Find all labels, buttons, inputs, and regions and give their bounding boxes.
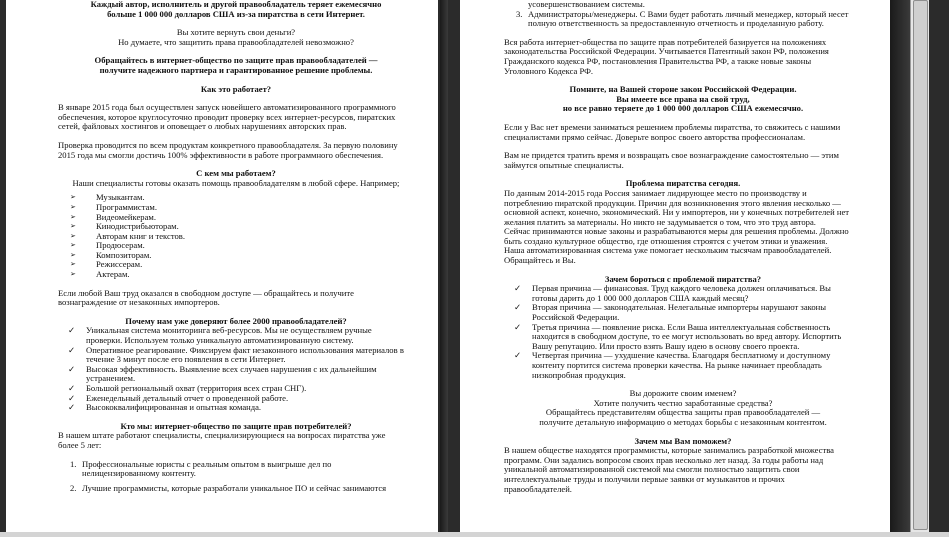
text-line: программ. Они задались вопросом своих прав несколько лет назад. За годы работы над xyxy=(504,454,824,465)
text-line: Вы дорожите своим именем? xyxy=(629,388,737,399)
list-item xyxy=(504,10,862,29)
text-line: низкопробная продукция. xyxy=(532,369,626,380)
text-line: усовершенствованием системы. xyxy=(528,0,645,9)
text-line: Вашу репутацию. Или просто взять Вашу идею в основу своего проекта. xyxy=(532,340,800,351)
text-line: В январе 2015 года был осуществлен запуск новейшего автоматизированного программного xyxy=(58,102,396,113)
whom-list xyxy=(58,193,414,279)
text-line: основной аспект, конечно, экономический. Ни у импортеров, ни у конечных потребителей нет xyxy=(504,207,850,218)
text-line: уникальной автоматизированной системой мы смогли полностью защитить свои xyxy=(504,464,800,475)
list-item xyxy=(504,351,862,380)
horizontal-scrollbar[interactable] xyxy=(0,532,949,537)
document-page-left xyxy=(6,0,438,532)
remember-line: Помните, на Вашей стороне закон Российской Федерации. xyxy=(569,84,797,95)
list-number: 1. xyxy=(70,458,77,469)
help-heading: Зачем мы Вам поможем? xyxy=(634,435,732,446)
list-item xyxy=(58,365,414,384)
checkmark-icon: ✓ xyxy=(68,325,76,336)
checkmark-icon: ✓ xyxy=(68,392,76,403)
text-line: В нашем обществе находятся программисты, которые занимались разработкой множества xyxy=(504,445,834,456)
list-number: 3. xyxy=(516,8,523,19)
document-page-right xyxy=(460,0,890,532)
text-line: законодательства Российской Федерации. Учитывается Патентный закон РФ, положения xyxy=(504,46,829,57)
text-line: вознаграждение от незаконных импортеров. xyxy=(58,297,220,308)
question-line: Вы хотите вернуть свои деньги? xyxy=(176,27,296,38)
text-line: Наша автоматизированная система уже помогает нескольким тысячам правообладателей. xyxy=(504,245,832,256)
list-item xyxy=(58,346,414,365)
text-line: интеллектуальные труды и получили первые заявки от музыкантов и прочих xyxy=(504,473,785,484)
list-item xyxy=(58,326,414,345)
text-line: сетей, файловых хостингов и оповещает о любых нарушениях авторских прав. xyxy=(58,121,347,132)
why-heading: Зачем бороться с проблемой пиратства? xyxy=(604,273,762,284)
text-line: находится в свободном доступе, то ее могут использовать во вред автору. Испортить xyxy=(532,331,842,342)
arrow-bullet-icon: ➢ xyxy=(70,270,76,279)
arrow-bullet-icon: ➢ xyxy=(70,231,76,240)
text-line: Композиторам. xyxy=(96,249,152,260)
problem-heading: Проблема пиратства сегодня. xyxy=(625,178,741,189)
list-number: 2. xyxy=(70,482,77,493)
text-line: получите детальную информацию о методах борьбы с незаконным контентом. xyxy=(539,416,827,427)
whom-outro xyxy=(58,289,414,308)
text-line: Уголовного Кодекса РФ. xyxy=(504,65,594,76)
checkmark-icon: ✓ xyxy=(68,344,76,355)
text-line: Гражданского кодекса РФ, постановления Правительства РФ, а также новые законы xyxy=(504,55,812,66)
text-line: Третья причина — появление риска. Если Ваша интеллектуальная собственность xyxy=(532,321,831,332)
text-line: Администраторы/менеджеры. С Вами будет работать личный менеджер, который несет xyxy=(528,8,849,19)
text-line: нелицензированному контенту. xyxy=(82,468,196,479)
text-line: Если у Вас нет времени заниматься решением проблемы пиратства, то свяжитесь с нашими xyxy=(504,121,841,132)
text-line: Авторам книг и текстов. xyxy=(96,230,185,241)
text-line: Вторая причина — законодательная. Нелегальные импортеры нарушают законы xyxy=(532,302,827,313)
scrollbar-thumb[interactable] xyxy=(913,0,928,530)
arrow-bullet-icon: ➢ xyxy=(70,260,76,269)
text-line: Оперативное реагирование. Фиксируем факт незаконного использования материалов в xyxy=(86,344,404,355)
text-line: контенту портится система проверки качества. На рынке начинает преобладать xyxy=(532,360,822,370)
arrow-bullet-icon: ➢ xyxy=(70,193,76,202)
checkmark-icon: ✓ xyxy=(514,321,522,332)
problem-paragraph xyxy=(504,189,862,266)
text-line: Профессиональные юристы с реальным опытом в выигрыше дел по xyxy=(82,458,332,469)
page-gap xyxy=(440,0,448,532)
text-line: Высокая эффективность. Выявление всех случаев нарушения с их дальнейшим xyxy=(86,363,377,374)
checkmark-icon: ✓ xyxy=(514,350,522,361)
arrow-bullet-icon: ➢ xyxy=(70,212,76,221)
list-item xyxy=(58,403,414,413)
how-paragraph-1 xyxy=(58,103,414,132)
text-line: Российской Федерации. xyxy=(532,312,620,323)
who-heading: Кто мы: интернет-общество по защите прав потребителей? xyxy=(120,420,352,431)
list-item xyxy=(504,284,862,303)
text-line: Хотите получить честно заработанные средства? xyxy=(593,397,773,408)
whom-heading: С кем мы работаем? xyxy=(196,168,276,179)
arrow-bullet-icon: ➢ xyxy=(70,222,76,231)
text-line: Сейчас принимаются новые законы и разрабатываются меры для решения проблемы. Должно xyxy=(504,226,849,237)
how-heading: Как это работает? xyxy=(200,83,272,94)
whom-intro: Наши специалисты готовы оказать помощь правообладателям в любой сфере. Например; xyxy=(72,177,400,188)
list-item xyxy=(504,303,862,322)
why-list xyxy=(504,284,862,380)
text-line: По данным 2014-2015 года Россия занимает лидирующее место по производству и xyxy=(504,187,807,198)
text-line: Обращайтесь представителям общества защиты прав правообладателей — xyxy=(545,407,821,418)
list-item xyxy=(58,460,414,479)
page-edge xyxy=(890,0,910,532)
question-line: Но думаете, что защитить права правообладателей невозможно? xyxy=(118,36,354,47)
text-line: Режиссерам. xyxy=(96,259,143,270)
help-paragraph xyxy=(504,446,862,494)
text-line: Кинодистрибьюторам. xyxy=(96,221,179,232)
list-item xyxy=(58,270,414,280)
remember-block xyxy=(504,85,862,114)
text-line: Актерам. xyxy=(96,269,130,280)
checkmark-icon: ✓ xyxy=(68,383,76,393)
text-line: Проверка проводится по всем продуктам конкретного правообладателя. За первую половину xyxy=(58,139,398,150)
call-line: получите надежного партнера и гарантированное решение проблемы. xyxy=(99,64,373,75)
remember-line: но все равно теряете до 1 000 000 долларов США ежемесячно. xyxy=(562,103,804,114)
trust-list xyxy=(58,326,414,412)
text-line: полную ответственность за предоставленную отчетность и проделанную работу. xyxy=(528,18,824,29)
arrow-bullet-icon: ➢ xyxy=(70,202,76,211)
text-line: потреблению пиратской продукции. Причин для возникновения этого явления несколько — xyxy=(504,197,841,208)
intro-line: больше 1 000 000 долларов США из-за пиратства в сети Интернет. xyxy=(107,8,365,19)
list-item xyxy=(58,484,414,494)
text-line: Первая причина — финансовая. Труд каждого человека должен оплачиваться. Вы xyxy=(532,283,831,294)
checkmark-icon: ✓ xyxy=(68,402,76,413)
text-line: проверки. Используем только уникальную автоматизированную систему. xyxy=(86,335,354,346)
text-line: Продюсерам. xyxy=(96,240,145,251)
text-line: течение 3 минут после его появления в сети Интернет. xyxy=(86,354,286,365)
text-line: устранением. xyxy=(86,373,136,384)
who-list-continued xyxy=(504,0,862,29)
checkmark-icon: ✓ xyxy=(68,363,76,374)
text-line: Еженедельный детальный отчет о проведенной работе. xyxy=(86,392,289,403)
arrow-bullet-icon: ➢ xyxy=(70,241,76,250)
text-line: 2015 года мы смогли достичь 100% эффективности в работе программного обеспечения. xyxy=(58,149,384,160)
text-line: специалистами прямо сейчас. Доверьте вопрос своего авторства профессионалам. xyxy=(504,131,806,142)
text-line: Обращайтесь и Вы. xyxy=(504,255,576,266)
trust-heading: Почему нам уже доверяют более 2000 правообладателей? xyxy=(125,315,347,326)
text-line: Четвертая причина — ухудшение качества. Благодаря бесплатному и доступному xyxy=(532,350,831,361)
who-intro xyxy=(58,431,414,450)
who-list xyxy=(58,460,414,494)
text-line: готовы дарить до 1 000 000 долларов США каждый месяц? xyxy=(532,292,749,303)
text-line: более 5 лет: xyxy=(58,439,102,450)
text-line: Лучшие программисты, которые разработали уникальное ПО и сейчас занимаются xyxy=(82,482,387,493)
intro-block xyxy=(58,0,414,19)
value-block xyxy=(504,389,862,427)
vertical-scrollbar[interactable] xyxy=(910,0,929,537)
text-line: Если любой Ваш труд оказался в свободном доступе — обращайтесь и получите xyxy=(58,287,354,298)
call-block xyxy=(58,56,414,75)
how-paragraph-2 xyxy=(58,141,414,160)
noneed-paragraph xyxy=(504,151,862,170)
text-line: Высококвалифицированная и опытная команда. xyxy=(86,402,262,413)
text-line: Уникальная система мониторинга веб-ресурсов. Мы не осуществляем ручные xyxy=(86,325,372,336)
checkmark-icon: ✓ xyxy=(514,283,522,294)
questions-block xyxy=(58,28,414,47)
text-line: Музыкантам. xyxy=(96,192,145,203)
call-line: Обращайтесь в интернет-общество по защите прав правообладателей — xyxy=(94,55,378,66)
remember-line: Вы имеете все права на свой труд, xyxy=(616,93,750,104)
text-line: Вам не придется тратить время и возвращать свое вознаграждение самостоятельно — этим xyxy=(504,150,839,161)
text-line: Программистам. xyxy=(96,201,157,212)
text-line: быть создано культурное общество, где отношения строятся с учетом этики и уважения. xyxy=(504,235,828,246)
checkmark-icon: ✓ xyxy=(514,302,522,313)
list-item xyxy=(504,323,862,352)
text-line: Вся работа интернет-общества по защите прав потребителей базируется на положениях xyxy=(504,36,827,47)
text-line: правообладателей. xyxy=(504,483,572,494)
arrow-bullet-icon: ➢ xyxy=(70,250,76,259)
intro-line: Каждый автор, исполнитель и другой правообладатель теряет ежемесячно xyxy=(90,0,382,9)
legal-paragraph xyxy=(504,38,862,76)
text-line: Большой региональный охват (территория всех стран СНГ). xyxy=(86,383,307,393)
text-line: обеспечения, которое круглосуточно проводит проверку всех интернет-ресурсов, пиратских xyxy=(58,111,396,122)
text-line: желания платить за материалы. Но никто не задумывается о том, что это труд автора. xyxy=(504,216,816,227)
text-line: В нашем штате работают специалисты, специализирующиеся на вопросах пиратства уже xyxy=(58,430,386,441)
notime-paragraph xyxy=(504,123,862,142)
text-line: займутся опытные специалисты. xyxy=(504,159,624,170)
text-line: Видеомейкерам. xyxy=(96,211,156,222)
